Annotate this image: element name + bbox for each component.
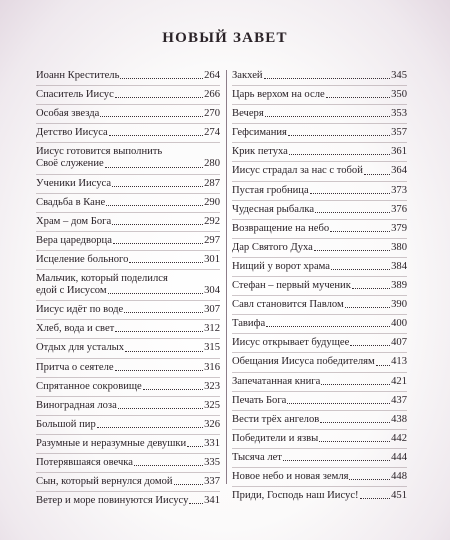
toc-entry — [232, 146, 407, 158]
row-separator — [36, 85, 220, 86]
leader-dots — [105, 166, 203, 168]
toc-entry — [232, 127, 407, 139]
leader-dots — [364, 173, 390, 175]
toc-entry-title: Иоанн Креститель — [36, 70, 120, 81]
toc-entry-title: Дар Святого Духа — [232, 241, 313, 253]
row-separator — [232, 123, 407, 124]
leader-dots — [112, 185, 203, 187]
row-separator — [36, 358, 220, 359]
toc-entry-title: Виноградная лоза — [36, 399, 117, 411]
row-separator — [232, 85, 407, 86]
leader-dots — [112, 223, 203, 225]
leader-dots — [125, 350, 203, 352]
toc-entry — [36, 381, 220, 393]
row-separator — [232, 467, 407, 468]
toc-entry-page: 444 — [391, 451, 407, 463]
toc-entry-title-line1: Мальчик, который поделился — [36, 273, 168, 285]
toc-entry-title: Печать Бога — [232, 394, 287, 406]
toc-entry-title: Чудесная рыбалка — [232, 203, 315, 215]
row-separator — [36, 104, 220, 105]
toc-entry-page: 301 — [204, 253, 220, 265]
row-separator — [232, 448, 407, 449]
row-separator — [232, 295, 407, 296]
leader-dots — [360, 497, 391, 499]
toc-entry-page: 292 — [204, 215, 220, 227]
leader-dots — [310, 192, 390, 194]
toc-entry — [36, 342, 220, 354]
toc-entry — [36, 70, 220, 82]
leader-dots — [187, 445, 203, 447]
row-separator — [36, 231, 220, 232]
toc-entry-page: 357 — [391, 127, 407, 139]
toc-entry — [36, 273, 220, 297]
toc-entry — [232, 108, 407, 120]
row-separator — [36, 142, 220, 143]
toc-entry-title: Крик петуха — [232, 146, 288, 158]
toc-entry-page: 390 — [391, 299, 407, 311]
toc-entry — [232, 299, 407, 311]
leader-dots — [352, 287, 390, 289]
row-separator — [232, 429, 407, 430]
row-separator — [36, 269, 220, 270]
toc-entry-page: 379 — [391, 222, 407, 234]
page-title: НОВЫЙ ЗАВЕТ — [162, 30, 288, 46]
toc-entry-page: 413 — [391, 356, 407, 368]
row-separator — [36, 453, 220, 454]
toc-entry-title: Притча о сеятеле — [36, 361, 114, 373]
toc-entry-title: Храм – дом Бога — [36, 215, 112, 227]
toc-entry — [232, 414, 407, 426]
toc-entry-title: Обещания Иисуса победителям — [232, 356, 375, 368]
toc-entry-title: Вера царедворца — [36, 234, 112, 246]
toc-entry-title: Вечеря — [232, 108, 264, 120]
leader-dots — [174, 483, 204, 485]
toc-entry — [36, 254, 220, 266]
leader-dots — [115, 330, 203, 332]
leader-dots — [331, 268, 390, 270]
row-separator — [36, 415, 220, 416]
toc-entry-page: 326 — [204, 418, 220, 430]
leader-dots — [124, 311, 203, 313]
toc-entry — [232, 185, 407, 197]
toc-entry-page: 438 — [391, 413, 407, 425]
row-separator — [36, 250, 220, 251]
toc-entry — [36, 323, 220, 335]
toc-entry-title: Большой пир — [36, 418, 96, 430]
toc-entry-title: Приди, Господь наш Иисус! — [232, 490, 359, 502]
toc-entry — [36, 362, 220, 374]
toc-entry-title: Детство Иисуса — [36, 127, 108, 139]
row-separator — [36, 300, 220, 301]
toc-entry-page: 325 — [204, 399, 220, 411]
toc-entry-page: 437 — [391, 394, 407, 406]
row-separator — [232, 161, 407, 162]
toc-entry — [232, 376, 407, 388]
toc-entry-title: Иисус открывает будущее — [232, 337, 350, 349]
toc-entry — [36, 197, 220, 209]
toc-entry-title: Ученики Иисуса — [36, 177, 112, 189]
row-separator — [36, 377, 220, 378]
toc-entry-title: Запечатанная книга — [232, 375, 321, 387]
toc-entry-title: Закхей — [232, 70, 263, 81]
toc-entry — [232, 490, 407, 502]
row-separator — [232, 276, 407, 277]
toc-entry — [36, 419, 220, 431]
row-separator — [36, 434, 220, 435]
leader-dots — [100, 115, 203, 117]
toc-column-left — [36, 70, 220, 507]
leader-dots — [264, 77, 391, 79]
leader-dots — [115, 369, 204, 371]
toc-entry-page: 353 — [391, 108, 407, 120]
leader-dots — [106, 204, 203, 206]
leader-dots — [289, 153, 390, 155]
toc-entry — [232, 318, 407, 330]
toc-entry-page: 316 — [204, 361, 220, 373]
toc-entry-page: 312 — [204, 323, 220, 335]
toc-entry-page: 307 — [204, 304, 220, 316]
toc-entry — [232, 165, 407, 177]
toc-entry — [232, 471, 407, 483]
toc-entry — [232, 395, 407, 407]
toc-entry-page: 345 — [391, 70, 407, 81]
toc-entry — [36, 216, 220, 228]
toc-entry — [36, 476, 220, 488]
toc-entry-page: 442 — [391, 432, 407, 444]
toc-entry-title: Стефан – первый мученик — [232, 280, 351, 292]
leader-dots — [108, 292, 204, 294]
row-separator — [232, 352, 407, 353]
toc-entry — [232, 433, 407, 445]
row-separator — [232, 391, 407, 392]
toc-entry-title: Потерявшаяся овечка — [36, 456, 133, 468]
toc-entry-page: 350 — [391, 89, 407, 101]
leader-dots — [320, 421, 390, 423]
leader-dots — [376, 364, 390, 366]
toc-entry-title: Тавифа — [232, 318, 266, 330]
row-separator — [36, 212, 220, 213]
leader-dots — [134, 464, 203, 466]
toc-entry-page: 448 — [391, 470, 407, 482]
toc-entry — [36, 438, 220, 450]
toc-entry-page: 376 — [391, 203, 407, 215]
toc-entry-title: Исцеление больного — [36, 253, 129, 265]
toc-entry-title: Хлеб, вода и свет — [36, 323, 115, 335]
leader-dots — [315, 211, 390, 213]
toc-entry — [232, 261, 407, 273]
leader-dots — [288, 134, 390, 136]
toc-entry-title: Победители и язвы — [232, 432, 319, 444]
row-separator — [232, 333, 407, 334]
row-separator — [36, 472, 220, 473]
toc-entry — [36, 235, 220, 247]
column-divider — [226, 70, 227, 484]
toc-entry-page: 451 — [391, 490, 407, 502]
leader-dots — [287, 402, 390, 404]
toc-entry — [36, 89, 220, 101]
toc-entry-page: 264 — [204, 70, 220, 81]
toc-entry — [232, 223, 407, 235]
toc-column-right — [232, 70, 407, 502]
toc-entry-title: Сын, который вернулся домой — [36, 476, 173, 488]
leader-dots — [321, 383, 390, 385]
toc-entry — [36, 146, 220, 170]
toc-entry — [36, 304, 220, 316]
toc-entry-page: 361 — [391, 146, 407, 158]
leader-dots — [113, 242, 203, 244]
toc-entry-page: 389 — [391, 280, 407, 292]
row-separator — [232, 238, 407, 239]
row-separator — [232, 314, 407, 315]
toc-entry-title: Царь верхом на осле — [232, 89, 325, 101]
toc-entry — [232, 337, 407, 349]
row-separator — [232, 142, 407, 143]
leader-dots — [129, 261, 203, 263]
row-separator — [232, 257, 407, 258]
toc-entry-page: 270 — [204, 108, 220, 120]
toc-entry-title: Спаситель Иисус — [36, 89, 114, 101]
leader-dots — [189, 502, 203, 504]
toc-entry-title: Разумные и неразумные девушки — [36, 437, 187, 449]
toc-entry-title: Свадьба в Кане — [36, 196, 106, 208]
toc-entry-title: Своё служение — [36, 158, 104, 170]
row-separator — [232, 181, 407, 182]
leader-dots — [314, 249, 390, 251]
toc-entry — [232, 204, 407, 216]
leader-dots — [349, 478, 390, 480]
toc-entry — [232, 452, 407, 464]
row-separator — [232, 104, 407, 105]
toc-entry-page: 421 — [391, 375, 407, 387]
toc-entry — [232, 242, 407, 254]
toc-entry-page: 323 — [204, 380, 220, 392]
toc-entry-page: 337 — [204, 476, 220, 488]
toc-entry-title: Иисус идёт по воде — [36, 304, 124, 316]
leader-dots — [326, 96, 390, 98]
toc-entry-page: 384 — [391, 260, 407, 272]
leader-dots — [319, 440, 390, 442]
toc-entry-page: 266 — [204, 89, 220, 101]
row-separator — [232, 372, 407, 373]
row-separator — [232, 410, 407, 411]
toc-entry-title: едой с Иисусом — [36, 285, 107, 297]
toc-entry — [36, 108, 220, 120]
toc-entry-page: 400 — [391, 318, 407, 330]
toc-entry-page: 331 — [204, 437, 220, 449]
toc-entry-title: Ветер и море повинуются Иисусу — [36, 495, 189, 507]
row-separator — [36, 396, 220, 397]
leader-dots — [345, 306, 390, 308]
toc-entry-title: Возвращение на небо — [232, 222, 330, 234]
leader-dots — [109, 134, 203, 136]
toc-entry-page: 335 — [204, 456, 220, 468]
leader-dots — [143, 388, 203, 390]
toc-entry — [36, 457, 220, 469]
leader-dots — [350, 344, 390, 346]
toc-entry-page: 287 — [204, 177, 220, 189]
toc-entry — [232, 356, 407, 368]
toc-entry-page: 364 — [391, 165, 407, 177]
leader-dots — [266, 325, 390, 327]
leader-dots — [97, 426, 203, 428]
row-separator — [232, 219, 407, 220]
row-separator — [36, 174, 220, 175]
leader-dots — [330, 230, 390, 232]
toc-entry — [232, 70, 407, 82]
toc-entry-page: 290 — [204, 196, 220, 208]
toc-entry-page: 341 — [204, 495, 220, 507]
leader-dots — [115, 96, 203, 98]
toc-entry-title: Иисус страдал за нас с тобой — [232, 165, 363, 177]
toc-entry-page: 380 — [391, 241, 407, 253]
toc-entry-title: Спрятанное сокровище — [36, 380, 142, 392]
toc-entry — [36, 400, 220, 412]
toc-entry — [36, 178, 220, 190]
toc-entry-page: 315 — [204, 342, 220, 354]
toc-entry-title: Тысяча лет — [232, 451, 282, 463]
leader-dots — [120, 77, 203, 79]
toc-entry-page: 304 — [204, 285, 220, 297]
toc-entry-title: Гефсимания — [232, 127, 287, 139]
leader-dots — [283, 459, 390, 461]
toc-entry-title: Пустая гробница — [232, 184, 309, 196]
row-separator — [232, 200, 407, 201]
toc-entry-title: Новое небо и новая земля — [232, 470, 349, 482]
toc-entry-title-line1: Иисус готовится выполнить — [36, 146, 163, 158]
leader-dots — [265, 115, 390, 117]
toc-entry-title: Вести трёх ангелов — [232, 413, 320, 425]
toc-entry — [232, 280, 407, 292]
toc-entry — [232, 89, 407, 101]
row-separator — [36, 338, 220, 339]
toc-entry-page: 297 — [204, 234, 220, 246]
toc-entry-title: Особая звезда — [36, 108, 100, 120]
toc-entry — [36, 495, 220, 507]
toc-entry-title: Отдых для усталых — [36, 342, 125, 354]
toc-entry — [36, 127, 220, 139]
row-separator — [36, 193, 220, 194]
row-separator — [36, 123, 220, 124]
toc-entry-title: Нищий у ворот храма — [232, 260, 330, 272]
row-separator — [36, 319, 220, 320]
leader-dots — [118, 407, 203, 409]
toc-entry-page: 407 — [391, 337, 407, 349]
toc-entry-title: Савл становится Павлом — [232, 299, 344, 311]
row-separator — [232, 486, 407, 487]
toc-entry-page: 373 — [391, 184, 407, 196]
toc-entry-page: 274 — [204, 127, 220, 139]
row-separator — [36, 491, 220, 492]
toc-entry-page: 280 — [204, 158, 220, 170]
